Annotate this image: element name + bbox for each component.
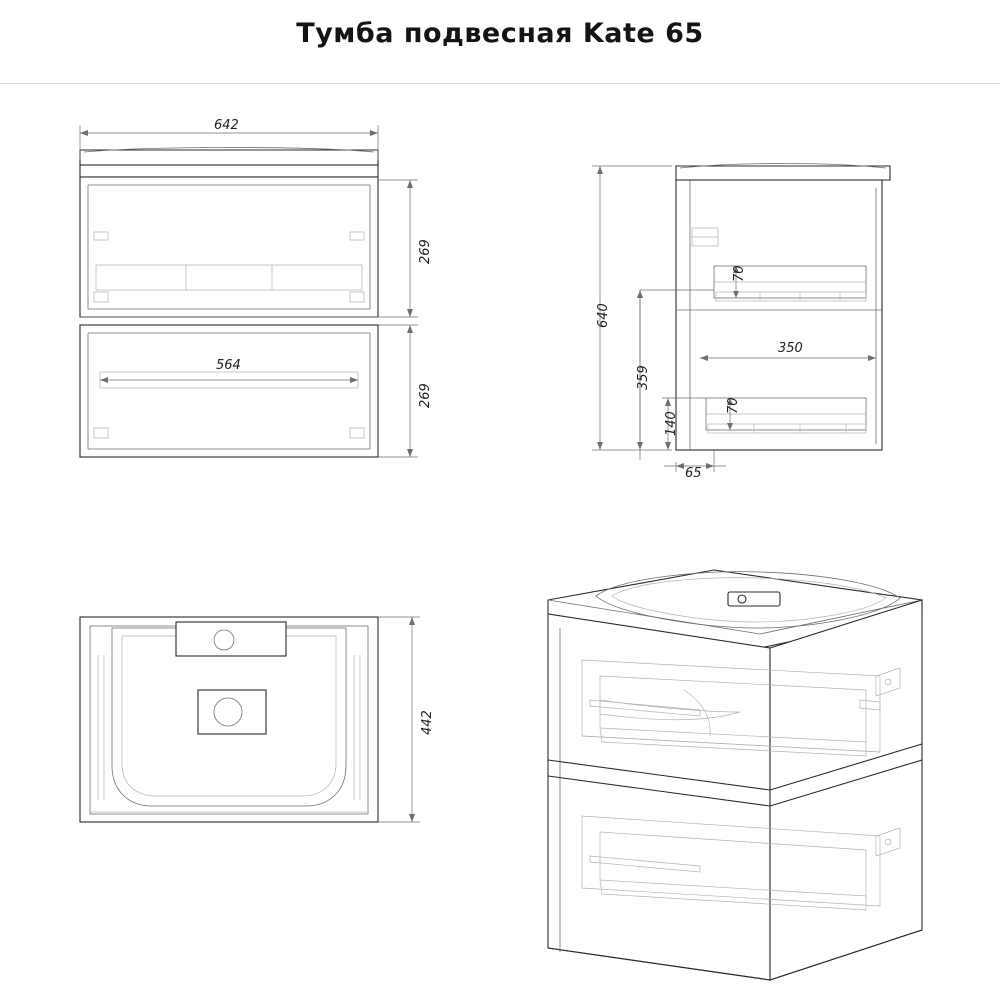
dim-side-offset: 65 xyxy=(685,466,702,481)
top-view-group xyxy=(80,617,420,822)
front-view-group xyxy=(80,125,418,457)
side-view-group xyxy=(592,164,890,473)
page-title: Тумба подвесная Kate 65 xyxy=(296,18,704,49)
isometric-view-group xyxy=(548,570,922,980)
dim-side-low-height: 140 xyxy=(664,411,679,436)
dim-top-depth: 442 xyxy=(420,710,435,735)
dim-front-inner-width: 564 xyxy=(216,358,241,373)
dim-side-depth: 350 xyxy=(778,341,803,356)
dim-front-width: 642 xyxy=(214,118,239,133)
dim-side-rail-top: 70 xyxy=(732,265,747,282)
dim-front-drawer-top-height: 269 xyxy=(418,239,433,264)
dim-side-total-height: 640 xyxy=(596,303,611,328)
dim-side-rail-bottom: 70 xyxy=(726,397,741,414)
dim-front-drawer-bottom-height: 269 xyxy=(418,383,433,408)
dim-side-mid-height: 359 xyxy=(636,365,651,390)
